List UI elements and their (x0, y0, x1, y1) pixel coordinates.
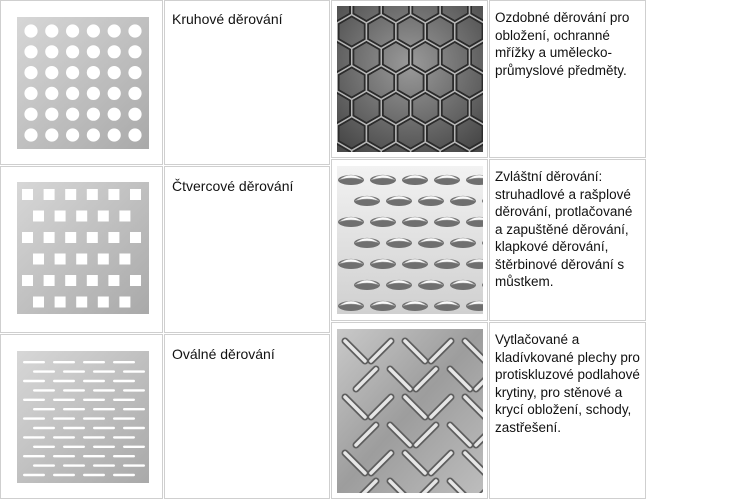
embossed-sheet-description: Vytlačované a kladívkované plechy pro protiskluzové podlahové krytiny, pro stěnové a krycí obložení, schody, zastřešení. (495, 332, 640, 435)
hexagonal-mesh-photo (337, 6, 483, 152)
round-perforation-cell (0, 0, 163, 165)
oval-perforation-plate-icon (17, 351, 149, 483)
square-perforation-plate-icon (17, 182, 149, 314)
special-perforation-desc-cell (489, 159, 646, 321)
square-perforation-label: Čtvercové děrování (172, 178, 294, 194)
decorative-perforation-desc-cell (489, 0, 646, 158)
round-perforation-plate-icon (17, 17, 149, 149)
embossed-sheet-desc-cell (489, 322, 646, 499)
diamond-tread-plate-photo (337, 329, 483, 493)
square-perforation-cell (0, 166, 163, 333)
grater-perforation-cell (331, 159, 488, 321)
oval-perforation-label-cell (164, 334, 330, 499)
round-perforation-label: Kruhové děrování (172, 11, 283, 27)
diamond-tread-cell (331, 322, 488, 499)
special-perforation-description: Zvláštní děrování: struhadlové a rašplové děrování, protlačované a zapuštěné děrování, klapkové děrování, štěrbinové děrování s můstkem. (495, 169, 633, 289)
round-perforation-label-cell (164, 0, 330, 165)
hexagonal-mesh-cell (331, 0, 488, 158)
square-perforation-label-cell (164, 166, 330, 333)
oval-perforation-cell (0, 334, 163, 499)
grater-perforation-photo (337, 166, 483, 314)
oval-perforation-label: Oválné děrování (172, 346, 275, 362)
decorative-perforation-description: Ozdobné děrování pro obložení, ochranné mřížky a umělecko-průmyslové předměty. (495, 10, 630, 78)
